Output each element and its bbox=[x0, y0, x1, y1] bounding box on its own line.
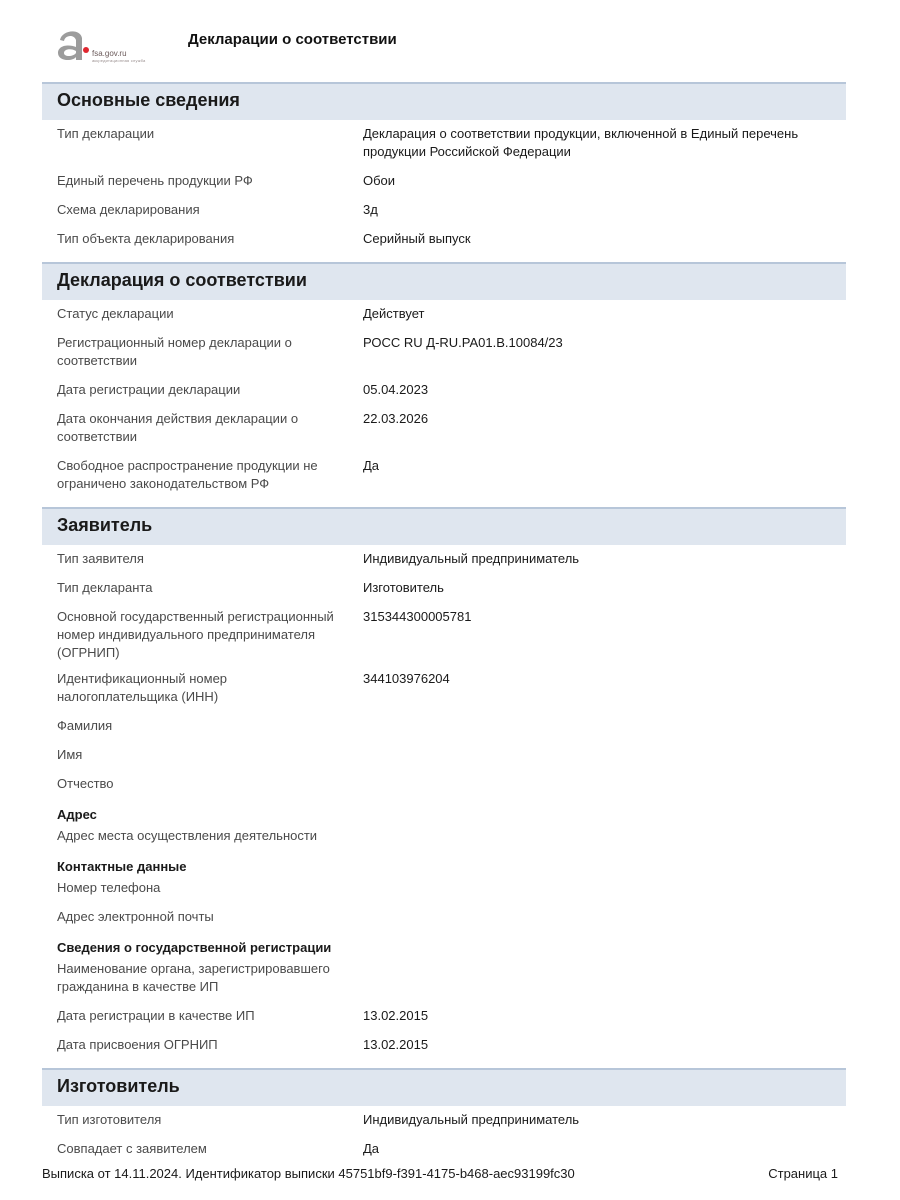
field-row bbox=[42, 827, 846, 845]
document-title: Декларации о соответствии bbox=[188, 31, 397, 48]
document-body bbox=[42, 82, 846, 1172]
page-header bbox=[0, 0, 900, 82]
field-label: Основной государственный регистрационный номер индивидуального предпринимателя (ОГРНИП) bbox=[57, 609, 334, 660]
field-label: Имя bbox=[57, 747, 83, 762]
field-label: Адрес электронной почты bbox=[57, 909, 214, 924]
field-row bbox=[42, 1111, 846, 1129]
field-value: 05.04.2023 bbox=[363, 382, 429, 397]
field-row bbox=[42, 381, 846, 399]
field-row bbox=[42, 410, 846, 446]
section-declaration-title: Декларация о соответствии bbox=[42, 262, 846, 300]
field-value: 13.02.2015 bbox=[363, 1008, 429, 1023]
field-label: Тип декларации bbox=[57, 126, 155, 141]
field-value: Декларация о соответствии продукции, включенной в Единый перечень продукции Российской Федерации bbox=[363, 126, 799, 159]
field-value: Серийный выпуск bbox=[363, 231, 471, 246]
field-label: Отчество bbox=[57, 776, 114, 791]
field-label: Регистрационный номер декларации о соответствии bbox=[57, 335, 292, 368]
field-row bbox=[42, 670, 846, 706]
field-label: Совпадает с заявителем bbox=[57, 1141, 207, 1156]
field-label: Тип декларанта bbox=[57, 580, 153, 595]
field-value: 315344300005781 bbox=[363, 609, 472, 624]
field-label: Тип заявителя bbox=[57, 551, 144, 566]
field-row bbox=[42, 201, 846, 219]
section-declaration-rows bbox=[42, 300, 846, 507]
field-row bbox=[42, 125, 846, 161]
field-row bbox=[42, 608, 846, 662]
field-row bbox=[42, 334, 846, 370]
contacts-heading: Контактные данные bbox=[57, 859, 187, 874]
address-heading: Адрес bbox=[57, 807, 97, 822]
field-label: Адрес места осуществления деятельности bbox=[57, 828, 318, 843]
field-value: Да bbox=[363, 1141, 380, 1156]
field-value: 22.03.2026 bbox=[363, 411, 429, 426]
field-label: Тип изготовителя bbox=[57, 1112, 162, 1127]
field-row bbox=[42, 550, 846, 568]
field-row bbox=[42, 172, 846, 190]
field-row bbox=[42, 1140, 846, 1158]
field-label: Номер телефона bbox=[57, 880, 161, 895]
logo-subtitle: аккредитационная служба bbox=[92, 58, 146, 63]
field-row bbox=[42, 230, 846, 248]
extract-info: Выписка от 14.11.2024. Идентификатор выписки 45751bf9-f391-4175-b468-aec93199fc30 bbox=[42, 1166, 575, 1181]
field-row bbox=[42, 457, 846, 493]
field-label: Схема декларирования bbox=[57, 202, 200, 217]
section-applicant-rows bbox=[42, 545, 846, 1068]
section-basic-rows bbox=[42, 120, 846, 262]
field-label: Наименование органа, зарегистрировавшего гражданина в качестве ИП bbox=[57, 961, 330, 994]
field-label: Тип объекта декларирования bbox=[57, 231, 235, 246]
field-label: Дата регистрации декларации bbox=[57, 382, 241, 397]
field-value: РОСС RU Д-RU.PA01.B.10084/23 bbox=[363, 335, 563, 350]
field-row bbox=[42, 879, 846, 897]
field-value: Индивидуальный предприниматель bbox=[363, 551, 580, 566]
field-label: Дата окончания действия декларации о соответствии bbox=[57, 411, 299, 444]
section-manufacturer-title: Изготовитель bbox=[42, 1068, 846, 1106]
field-label: Дата регистрации в качестве ИП bbox=[57, 1008, 255, 1023]
field-value: 344103976204 bbox=[363, 671, 450, 686]
field-value: Действует bbox=[363, 306, 425, 321]
field-row bbox=[42, 908, 846, 926]
field-label: Фамилия bbox=[57, 718, 113, 733]
fsa-logo-icon bbox=[52, 26, 162, 70]
field-label: Статус декларации bbox=[57, 306, 174, 321]
field-label: Дата присвоения ОГРНИП bbox=[57, 1037, 218, 1052]
field-value: Да bbox=[363, 458, 380, 473]
section-manufacturer-rows bbox=[42, 1106, 846, 1172]
field-value: Обои bbox=[363, 173, 396, 188]
section-applicant-title: Заявитель bbox=[42, 507, 846, 545]
field-row bbox=[42, 1036, 846, 1054]
registration-heading: Сведения о государственной регистрации bbox=[57, 940, 332, 955]
field-value: Изготовитель bbox=[363, 580, 444, 595]
section-basic-title: Основные сведения bbox=[42, 82, 846, 120]
field-label: Свободное распространение продукции не ограничено законодательством РФ bbox=[57, 458, 318, 491]
field-value: 3д bbox=[363, 202, 378, 217]
logo-site-text: fsa.gov.ru bbox=[92, 49, 127, 58]
field-value: 13.02.2015 bbox=[363, 1037, 429, 1052]
page-number: Страница 1 bbox=[768, 1166, 838, 1181]
field-row bbox=[42, 717, 846, 735]
field-value: Индивидуальный предприниматель bbox=[363, 1112, 580, 1127]
field-row bbox=[42, 305, 846, 323]
field-row bbox=[42, 746, 846, 764]
field-label: Единый перечень продукции РФ bbox=[57, 173, 253, 188]
field-row bbox=[42, 1007, 846, 1025]
field-row bbox=[42, 579, 846, 597]
field-row bbox=[42, 775, 846, 793]
field-row bbox=[42, 960, 846, 996]
field-label: Идентификационный номер налогоплательщика (ИНН) bbox=[57, 671, 228, 704]
